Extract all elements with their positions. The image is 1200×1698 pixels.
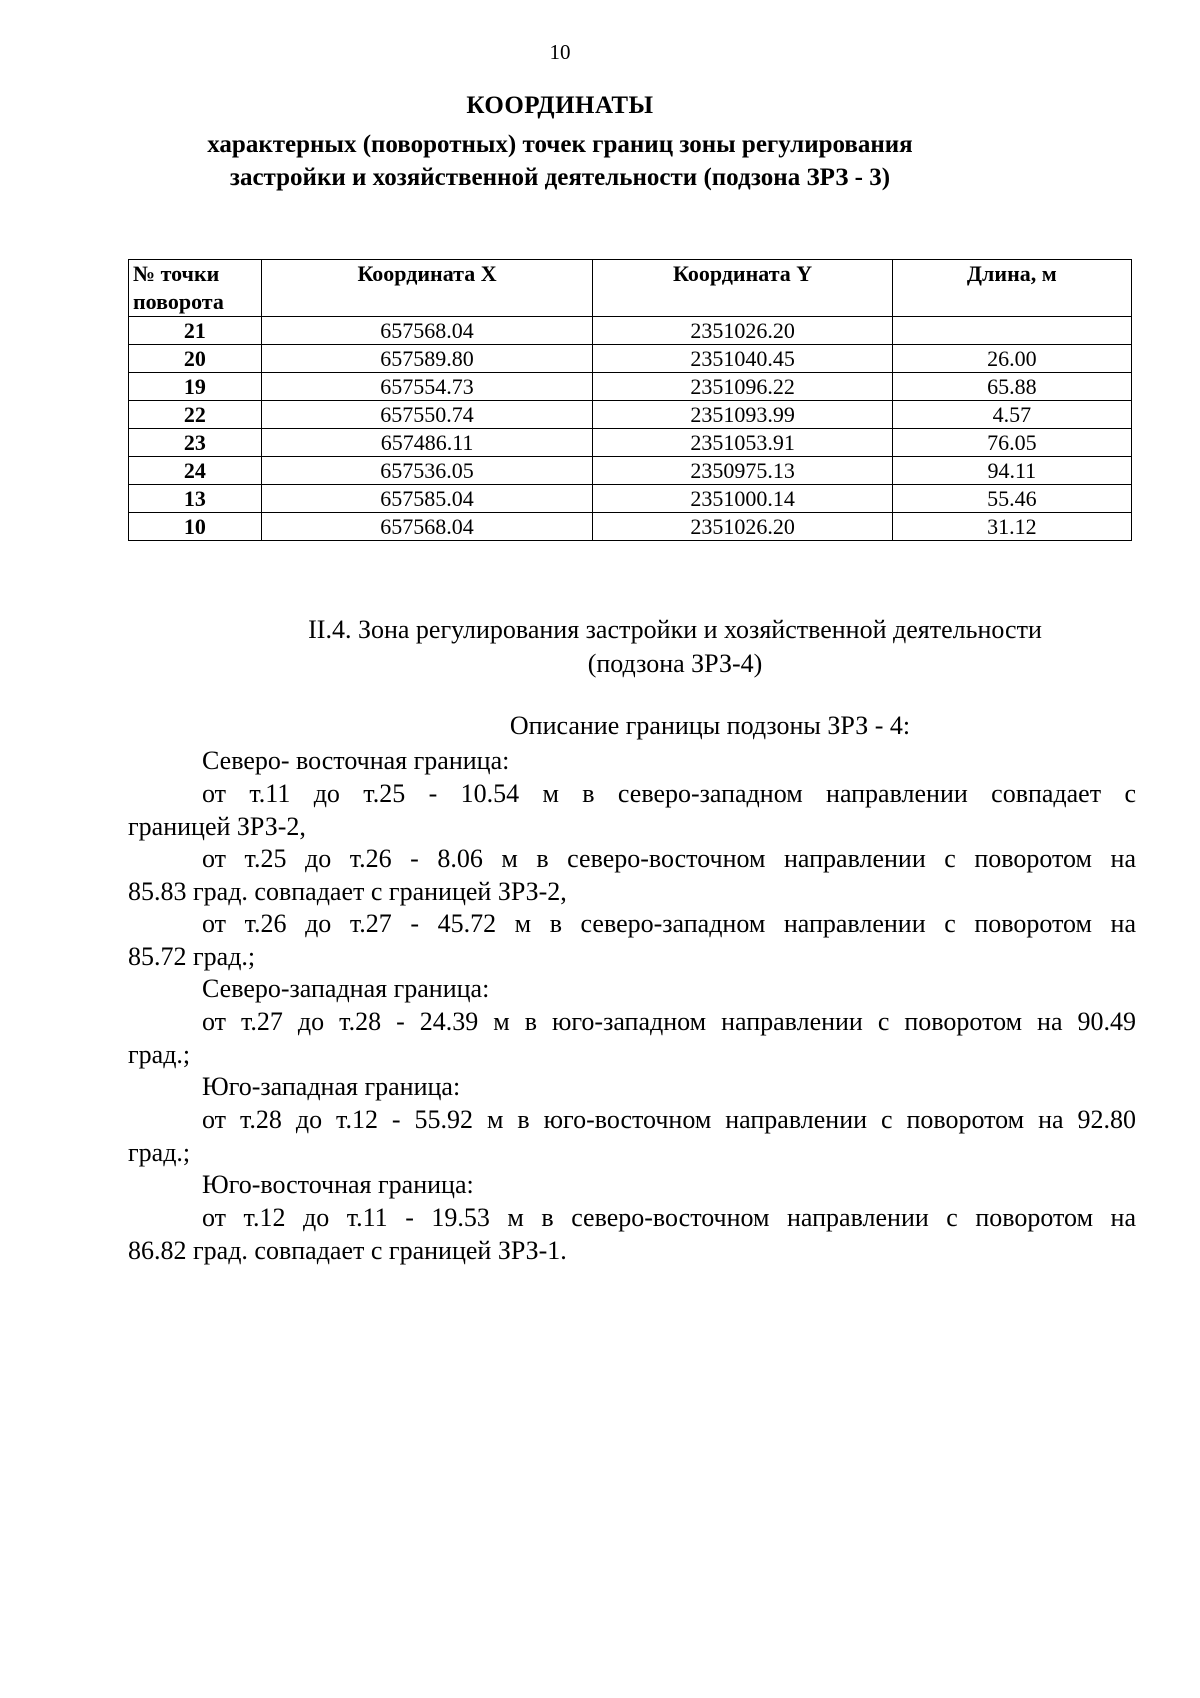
cell-point: 13 [129, 485, 262, 513]
table-row [129, 345, 1132, 373]
cell-length: 55.46 [892, 485, 1131, 513]
header-point-line1: № точки [133, 261, 220, 286]
boundary-paragraph [128, 908, 1136, 973]
cell-x: 657550.74 [261, 401, 593, 429]
cell-y: 2351040.45 [593, 345, 892, 373]
paragraph-continuation: 85.72 град.; [128, 941, 256, 971]
description-title: Описание границы подзоны ЗРЗ - 4: [509, 711, 911, 740]
cell-x: 657589.80 [261, 345, 593, 373]
cell-x: 657486.11 [261, 429, 593, 457]
paragraph-continuation: град.; [128, 1137, 191, 1167]
boundary-paragraph [128, 1006, 1136, 1071]
southwest-boundary-heading: Юго-западная граница: [202, 1072, 461, 1101]
cell-length: 76.05 [892, 429, 1131, 457]
cell-length: 31.12 [892, 513, 1131, 541]
header-y: Координата Y [593, 260, 892, 317]
table-row [129, 485, 1132, 513]
boundary-paragraph [128, 843, 1136, 908]
document-title: КООРДИНАТЫ [466, 92, 654, 119]
paragraph-first-line: от т.12 до т.11 - 19.53 м в северо-восточном направлении с поворотом на [202, 1203, 1136, 1232]
page-number: 10 [549, 40, 571, 64]
paragraph-first-line: от т.26 до т.27 - 45.72 м в северо-западном направлении с поворотом на [202, 909, 1136, 938]
table-row [129, 317, 1132, 345]
coordinates-table [128, 259, 1132, 541]
cell-length: 65.88 [892, 373, 1131, 401]
paragraph-first-line: от т.27 до т.28 - 24.39 м в юго-западном направлении с поворотом на 90.49 [202, 1007, 1136, 1036]
cell-y: 2351026.20 [593, 317, 892, 345]
section-title-line2: (подзона ЗРЗ-4) [587, 649, 763, 678]
cell-y: 2351096.22 [593, 373, 892, 401]
cell-point: 22 [129, 401, 262, 429]
cell-length: 94.11 [892, 457, 1131, 485]
table-row [129, 457, 1132, 485]
cell-length: 26.00 [892, 345, 1131, 373]
paragraph-continuation: град.; [128, 1039, 191, 1069]
cell-point: 21 [129, 317, 262, 345]
boundary-paragraph [128, 1104, 1136, 1169]
cell-length [892, 317, 1131, 345]
document-subtitle-line1: характерных (поворотных) точек границ зоны регулирования [207, 131, 913, 158]
header-point-line2: поворота [133, 289, 224, 314]
cell-x: 657536.05 [261, 457, 593, 485]
paragraph-first-line: от т.25 до т.26 - 8.06 м в северо-восточном направлении с поворотом на [202, 844, 1136, 873]
cell-x: 657568.04 [261, 317, 593, 345]
cell-y: 2351093.99 [593, 401, 892, 429]
cell-y: 2351026.20 [593, 513, 892, 541]
cell-length: 4.57 [892, 401, 1131, 429]
document-subtitle-line2: застройки и хозяйственной деятельности (подзона ЗРЗ - 3) [229, 164, 891, 191]
paragraph-continuation: 86.82 град. совпадает с границей ЗРЗ-1. [128, 1235, 567, 1265]
paragraph-continuation: 85.83 град. совпадает с границей ЗРЗ-2, [128, 876, 567, 906]
cell-point: 19 [129, 373, 262, 401]
section-title-line1: II.4. Зона регулирования застройки и хозяйственной деятельности [308, 615, 1042, 644]
header-point [129, 260, 262, 317]
southeast-boundary-heading: Юго-восточная граница: [202, 1170, 474, 1199]
table-row [129, 401, 1132, 429]
cell-x: 657554.73 [261, 373, 593, 401]
header-x: Координата X [261, 260, 593, 317]
cell-y: 2351000.14 [593, 485, 892, 513]
cell-y: 2350975.13 [593, 457, 892, 485]
cell-y: 2351053.91 [593, 429, 892, 457]
cell-point: 10 [129, 513, 262, 541]
cell-x: 657585.04 [261, 485, 593, 513]
header-length: Длина, м [892, 260, 1131, 317]
cell-x: 657568.04 [261, 513, 593, 541]
paragraph-first-line: от т.28 до т.12 - 55.92 м в юго-восточном направлении с поворотом на 92.80 [202, 1105, 1136, 1134]
cell-point: 24 [129, 457, 262, 485]
boundary-paragraph [128, 778, 1136, 843]
boundary-paragraph [128, 1202, 1136, 1267]
northwest-boundary-heading: Северо-западная граница: [202, 974, 490, 1003]
paragraph-continuation: границей ЗРЗ-2, [128, 811, 306, 841]
paragraph-first-line: от т.11 до т.25 - 10.54 м в северо-западном направлении совпадает с [202, 779, 1136, 808]
cell-point: 20 [129, 345, 262, 373]
table-row [129, 429, 1132, 457]
table-header-row [129, 260, 1132, 317]
northeast-boundary-heading: Северо- восточная граница: [202, 746, 510, 775]
table-row [129, 373, 1132, 401]
table-row [129, 513, 1132, 541]
cell-point: 23 [129, 429, 262, 457]
